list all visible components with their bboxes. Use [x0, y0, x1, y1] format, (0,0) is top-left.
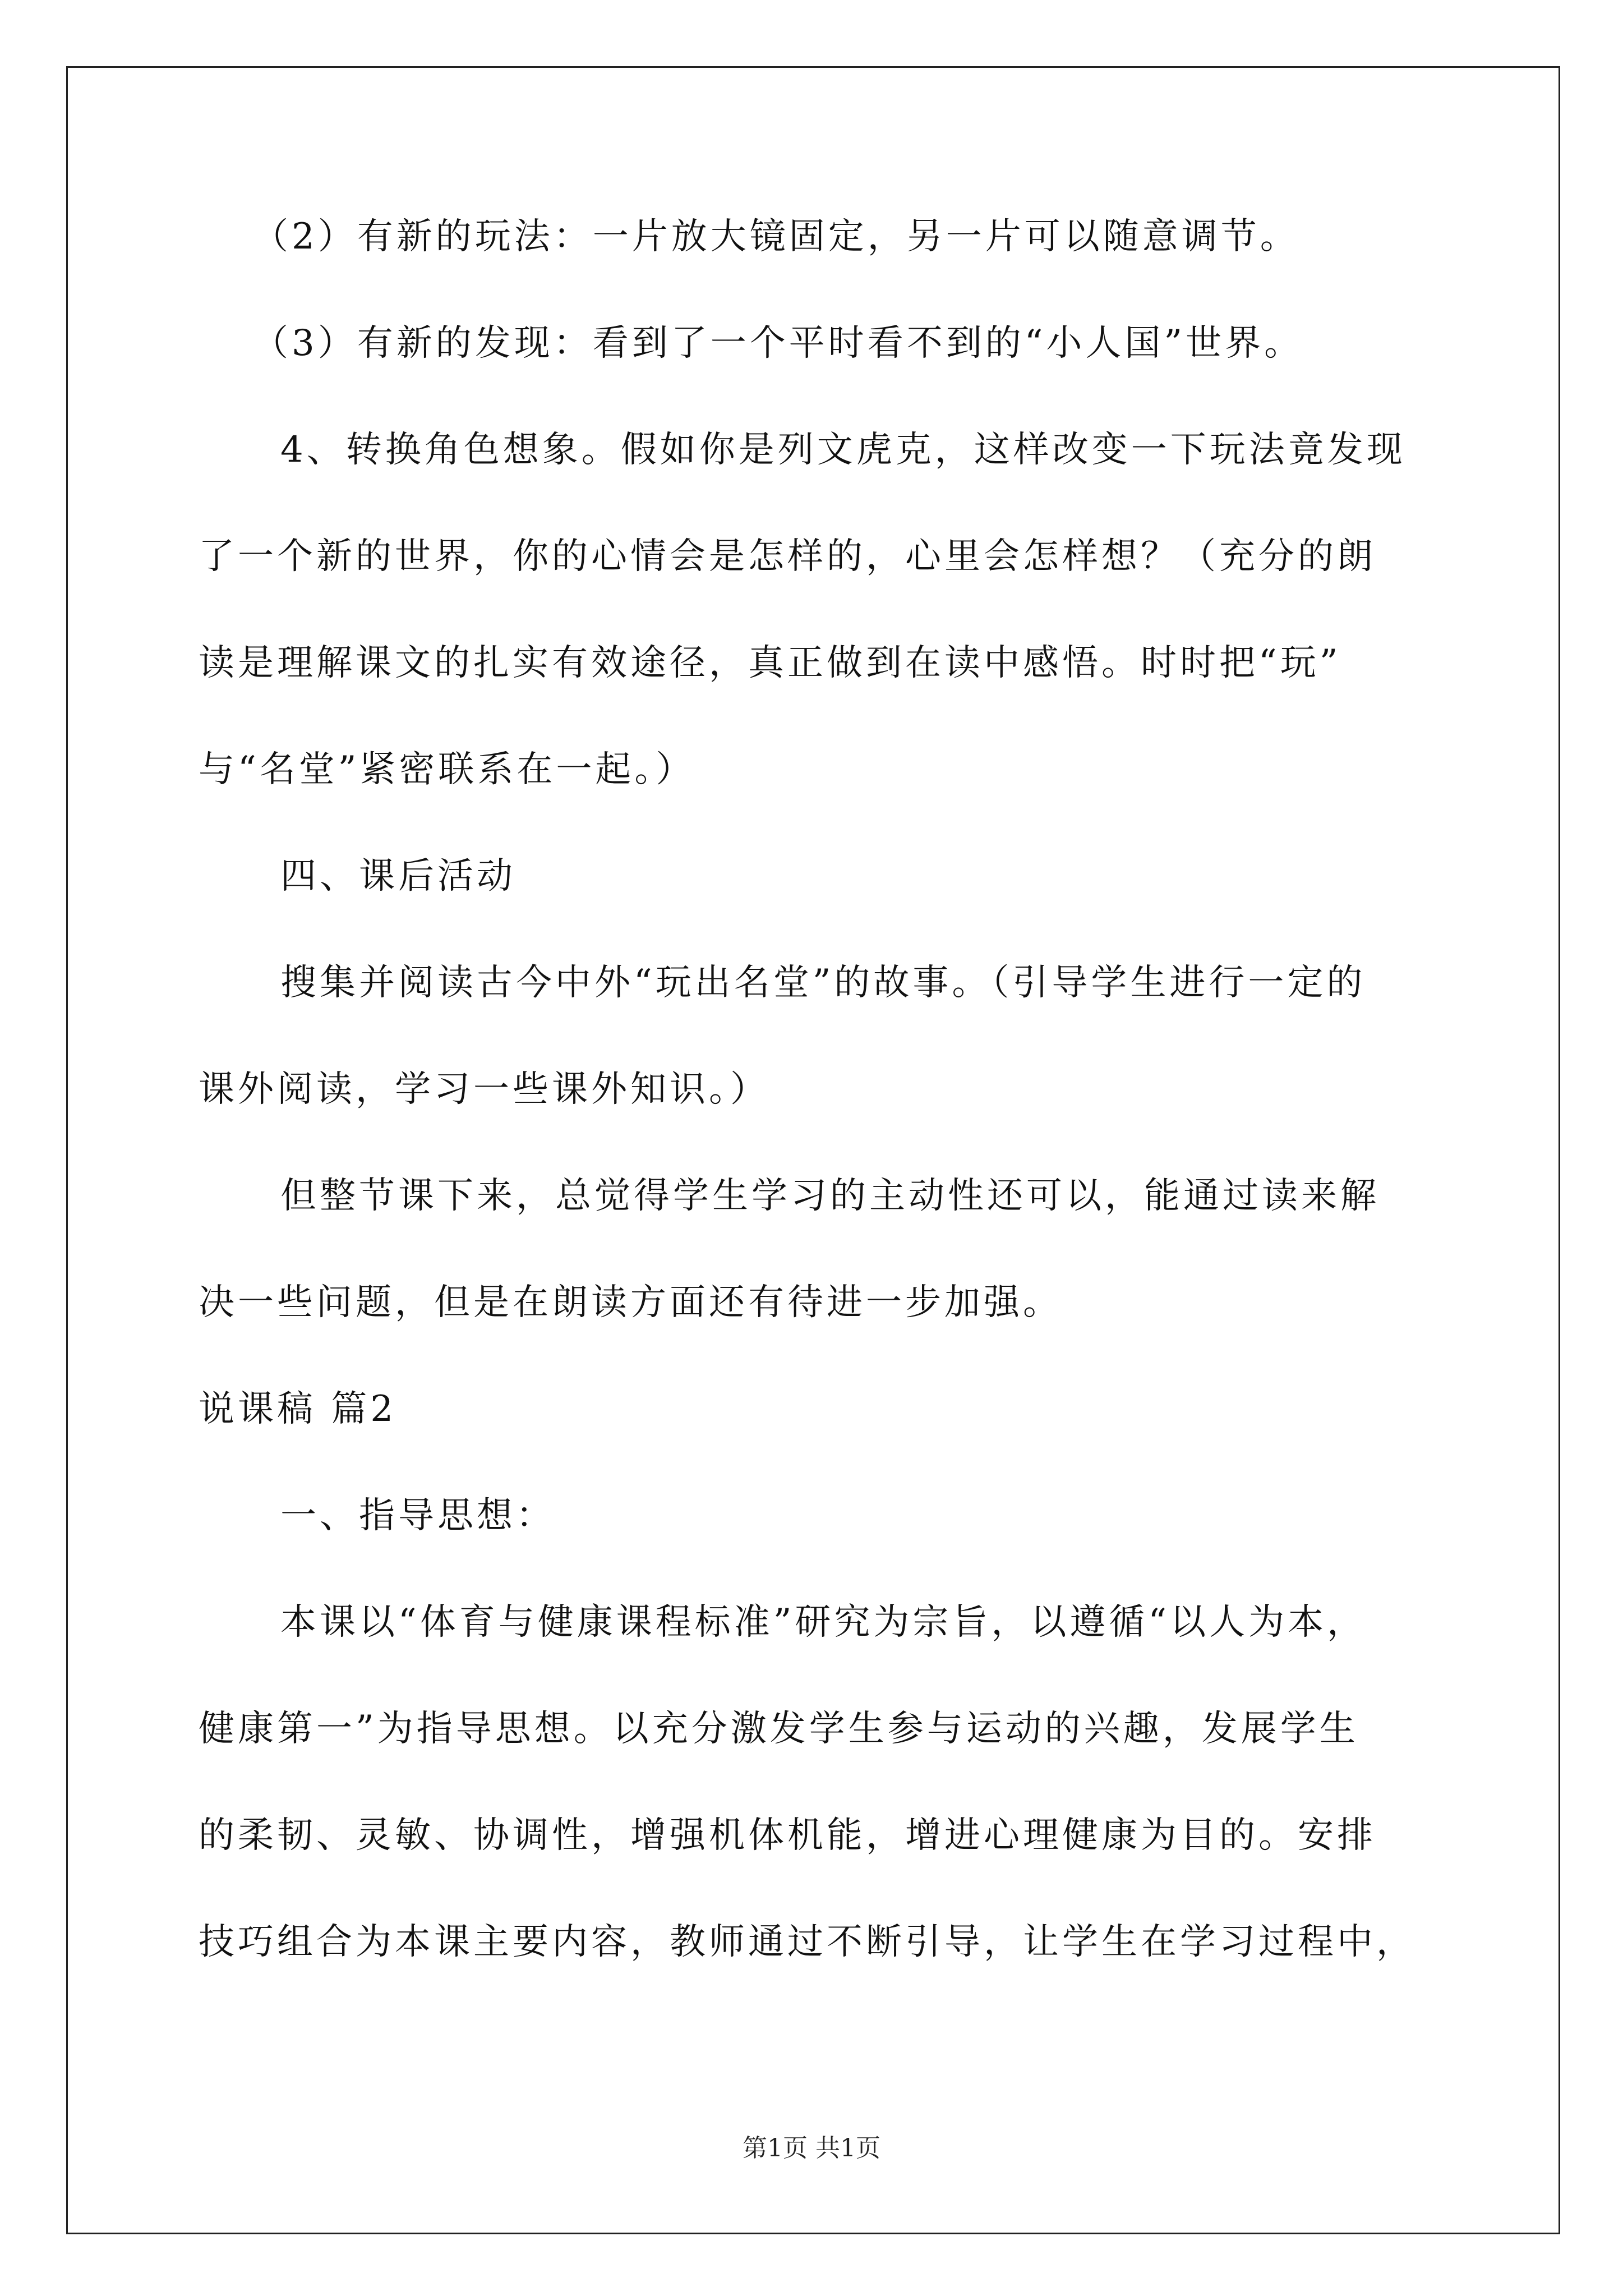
- paragraph-line: 搜集并阅读古今中外“玩出名堂”的故事。（引导学生进行一定的: [280, 962, 1366, 1004]
- page-number-footer: 第1页 共1页: [743, 2134, 880, 2162]
- section-heading: 四、课后活动: [280, 855, 516, 897]
- page-border: [66, 66, 1560, 2234]
- paragraph-line: 决一些问题，但是在朗读方面还有待进一步加强。: [199, 1282, 1062, 1323]
- paragraph-line: 本课以“体育与健康课程标准”研究为宗旨，以遵循“以人为本，: [280, 1602, 1367, 1643]
- paragraph-line: 但整节课下来，总觉得学生学习的主动性还可以，能通过读来解: [280, 1175, 1380, 1217]
- paragraph-line: （2）有新的玩法：一片放大镜固定，另一片可以随意调节。: [252, 216, 1299, 257]
- paragraph-line: 技巧组合为本课主要内容，教师通过不断引导，让学生在学习过程中，: [199, 1921, 1415, 1963]
- paragraph-line: 的柔韧、灵敏、协调性，增强机体机能，增进心理健康为目的。安排: [199, 1815, 1376, 1856]
- paragraph-line: 了一个新的世界，你的心情会是怎样的，心里会怎样想？（充分的朗: [199, 536, 1376, 577]
- paragraph-line: 与“名堂”紧密联系在一起。）: [199, 749, 695, 790]
- paragraph-line: 健康第一”为指导思想。以充分激发学生参与运动的兴趣，发展学生: [199, 1708, 1359, 1750]
- paragraph-line: 4、转换角色想象。假如你是列文虎克，这样改变一下玩法竟发现: [280, 429, 1406, 471]
- section-heading: 一、指导思想：: [280, 1495, 555, 1536]
- section-title: 说课稿 篇2: [199, 1388, 397, 1430]
- paragraph-line: 读是理解课文的扎实有效途径，真正做到在读中感悟。时时把“玩”: [199, 642, 1341, 684]
- paragraph-line: （3）有新的发现：看到了一个平时看不到的“小人国”世界。: [252, 323, 1304, 364]
- paragraph-line: 课外阅读，学习一些课外知识。）: [199, 1069, 769, 1110]
